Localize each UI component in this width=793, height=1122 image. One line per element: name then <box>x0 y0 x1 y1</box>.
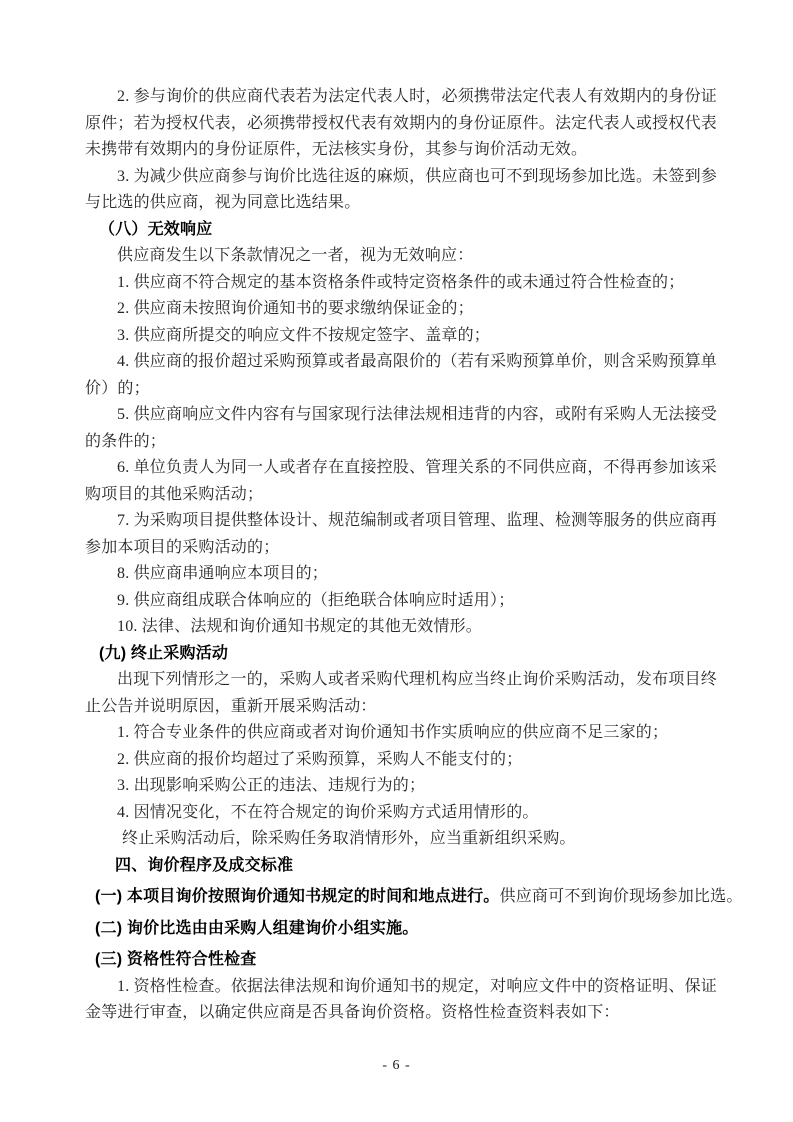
list-item-terminate-2: 2. 供应商的报价均超过了采购预算，采购人不能支付的； <box>117 750 523 768</box>
paragraph-supplier-representative: 2. 参与询价的供应商代表若为法定代表人时，必须携带法定代表人有效期内的身份证原件；若为授权代表，必须携带授权代表有效期内的身份证原件。法定代表人或授权代表未携带有效期内的身份证原件，无法核实身份，其参与询价活动无效。 <box>85 88 717 158</box>
list-item-terminate-1: 1. 符合专业条件的供应商或者对询价通知书作实质响应的供应商不足三家的； <box>117 724 669 741</box>
list-item-invalid-2: 2. 供应商未按照询价通知书的要求缴纳保证金的； <box>117 300 474 317</box>
list-item-invalid-9: 9. 供应商组成联合体响应的（拒绝联合体响应时适用）； <box>117 591 515 609</box>
heading-regular-run: 供应商可不到询价现场参加比选。 <box>499 888 743 905</box>
page-content <box>85 84 743 1027</box>
paragraph-invalid-response-intro: 供应商发生以下条款情况之一者，视为无效响应： <box>117 247 474 264</box>
paragraph-after-termination: 终止采购活动后，除采购任务取消情形外，应当重新组织采购。 <box>122 830 576 847</box>
list-item-invalid-8: 8. 供应商串通响应本项目的； <box>117 565 329 582</box>
list-item-terminate-3: 3. 出现影响采购公正的违法、违规行为的； <box>117 777 426 794</box>
chapter-heading-inquiry-procedure: 四、询价程序及成交标准 <box>115 856 294 874</box>
list-item-invalid-4: 4. 供应商的报价超过采购预算或者最高限价的（若有采购预算单价，则含采购预算单价）的； <box>85 353 717 397</box>
section-heading-terminate-procurement: (九) 终止采购活动 <box>99 644 229 662</box>
paragraph-no-show-allowed: 3. 为减少供应商参与询价比选往返的麻烦，供应商也可不到现场参加比选。未签到参与比选的供应商，视为同意比选结果。 <box>85 167 717 211</box>
list-item-terminate-4: 4. 因情况变化，不在符合规定的询价采购方式适用情形的。 <box>117 803 539 821</box>
list-item-invalid-7: 7. 为采购项目提供整体设计、规范编制或者项目管理、监理、检测等服务的供应商再参加本项目的采购活动的； <box>85 512 717 556</box>
list-item-invalid-6: 6. 单位负责人为同一人或者存在直接控股、管理关系的不同供应商，不得再参加该采购项目的其他采购活动； <box>85 459 717 503</box>
section-heading-invalid-response: （八）无效响应 <box>99 220 213 238</box>
paragraph-terminate-intro: 出现下列情形之一的，采购人或者采购代理机构应当终止询价采购活动，发布项目终止公告并说明原因，重新开展采购活动： <box>85 671 717 715</box>
page-number: - 6 - <box>382 1058 411 1073</box>
subsection-heading-inquiry-group: (二) 询价比选由由采购人组建询价小组实施。 <box>95 919 419 937</box>
list-item-invalid-5: 5. 供应商响应文件内容有与国家现行法律法规相违背的内容，或附有采购人无法接受的条件的； <box>85 406 717 450</box>
subsection-heading-time-place <box>85 884 743 911</box>
list-item-invalid-1: 1. 供应商不符合规定的基本资格条件或特定资格条件的或未通过符合性检查的； <box>117 273 685 291</box>
list-item-invalid-3: 3. 供应商所提交的响应文件不按规定签字、盖章的； <box>117 326 491 344</box>
paragraph-qualification-check-detail: 1. 资格性检查。依据法律法规和询价通知书的规定，对响应文件中的资格证明、保证金等进行审查，以确定供应商是否具备询价资格。资格性检查资料表如下： <box>85 977 717 1021</box>
list-item-invalid-10: 10. 法律、法规和询价通知书规定的其他无效情形。 <box>117 618 483 635</box>
subsection-heading-qualification-check: (三) 资格性符合性检查 <box>95 951 257 968</box>
heading-bold-run: (一) 本项目询价按照询价通知书规定的时间和地点进行。 <box>95 888 500 905</box>
